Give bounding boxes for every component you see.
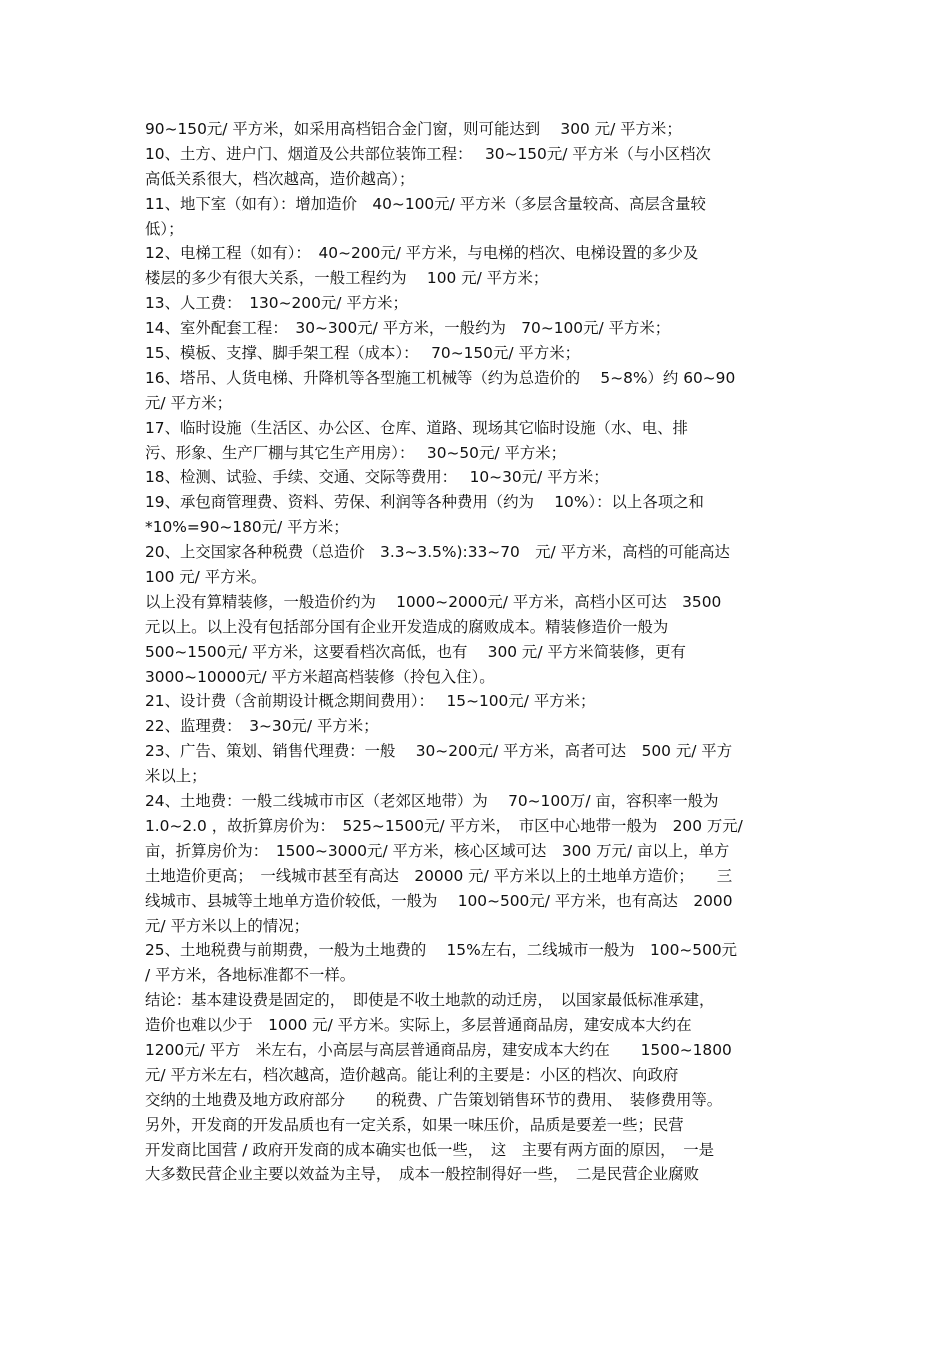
text-line: 11、地下室（如有）：增加造价 40~100元/ 平方米（多层含量较高、高层含量较 [145,194,706,213]
text-line: 24、土地费：一般二线城市市区（老郊区地带）为 70~100万/ 亩，容积率一般为 [145,792,719,811]
text-line: / 平方米，各地标准都不一样。 [145,966,356,985]
text-line: 米以上； [145,767,207,786]
text-line: 20、上交国家各种税费（总造价 3.3~3.5%):33~70 元/ 平方米，高档的可能高达 [145,543,730,562]
text-line: 低）； [145,219,184,238]
text-line: 以上没有算精装修，一般造价约为 1000~2000元/ 平方米，高档小区可达 3500 [145,592,722,611]
text-line: 1.0~2.0 ，故折算房价为： 525~1500元/ 平方米， 市区中心地带一般为 200 万元/ [145,816,743,835]
text-line: 16、塔吊、人货电梯、升降机等各型施工机械等（约为总造价的 5~8%）约 60~90 [145,368,736,387]
text-line: 开发商比国营 / 政府开发商的成本确实也低一些， 这 主要有两方面的原因， 一是 [145,1140,715,1159]
text-line: 100 元/ 平方米。 [145,568,267,587]
text-line: 10、土方、进户门、烟道及公共部位装饰工程： 30~150元/ 平方米（与小区档次 [145,144,711,163]
text-line: 14、室外配套工程： 30~300元/ 平方米，一般约为 70~100元/ 平方米； [145,319,671,338]
text-line: 13、人工费： 130~200元/ 平方米； [145,294,408,313]
text-line: 17、临时设施（生活区、办公区、仓库、道路、现场其它临时设施（水、电、排 [145,418,688,437]
text-line: 线城市、县城等土地单方造价较低，一般为 100~500元/ 平方米，也有高达 2000 [145,891,733,910]
text-line: 500~1500元/ 平方米，这要看档次高低，也有 300 元/ 平方米简装修，更有 [145,642,686,661]
text-line: 15、模板、支撑、脚手架工程（成本）： 70~150元/ 平方米； [145,344,580,363]
text-line: 大多数民营企业主要以效益为主导， 成本一般控制得好一些， 二是民营企业腐败 [145,1165,700,1184]
text-line: 土地造价更高； 一线城市甚至有高达 20000 元/ 平方米以上的土地单方造价； 三 [145,866,733,885]
text-line: 楼层的多少有很大关系，一般工程约为 100 元/ 平方米； [145,269,549,288]
text-line: 19、承包商管理费、资料、劳保、利润等各种费用（约为 10%）：以上各项之和 [145,493,704,512]
text-line: 元/ 平方米以上的情况； [145,916,309,935]
text-line: 结论：基本建设费是固定的， 即使是不收土地款的动迁房， 以国家最低标准承建， [145,991,715,1010]
text-line: 元以上。以上没有包括部分国有企业开发造成的腐败成本。精装修造价一般为 [145,617,669,636]
text-line: 23、广告、策划、销售代理费：一般 30~200元/ 平方米，高者可达 500 元/ 平方 [145,742,733,761]
text-line: 1200元/ 平方 米左右，小高层与高层普通商品房，建安成本大约在 1500~1800 [145,1040,732,1059]
text-line: *10%=90~180元/ 平方米； [145,518,349,537]
text-line: 污、形象、生产厂棚与其它生产用房）： 30~50元/ 平方米； [145,443,567,462]
text-line: 另外，开发商的开发品质也有一定关系，如果一味压价，品质是要差一些；民营 [145,1115,684,1134]
text-line: 21、设计费（含前期设计概念期间费用）： 15~100元/ 平方米； [145,692,596,711]
text-line: 元/ 平方米； [145,393,233,412]
text-line: 18、检测、试验、手续、交通、交际等费用： 10~30元/ 平方米； [145,468,609,487]
text-line: 22、监理费： 3~30元/ 平方米； [145,717,379,736]
text-line: 12、电梯工程（如有）： 40~200元/ 平方米，与电梯的档次、电梯设置的多少及 [145,244,699,263]
text-line: 3000~10000元/ 平方米超高档装修（拎包入住）。 [145,667,495,686]
text-line: 造价也难以少于 1000 元/ 平方米。实际上，多层普通商品房，建安成本大约在 [145,1016,692,1035]
text-line: 25、土地税费与前期费，一般为土地费的 15%左右，二线城市一般为 100~500元 [145,941,738,960]
body-text [145,117,815,1187]
text-line: 交纳的土地费及地方政府部分 的税费、广告策划销售环节的费用、 装修费用等。 [145,1090,723,1109]
text-line: 高低关系很大，档次越高，造价越高）； [145,169,415,188]
text-line: 元/ 平方米左右，档次越高，造价越高。能让利的主要是：小区的档次、向政府 [145,1065,679,1084]
text-line: 亩，折算房价为： 1500~3000元/ 平方米，核心区域可达 300 万元/ 亩以上，单方 [145,841,730,860]
text-line: 90~150元/ 平方米，如采用高档铝合金门窗，则可能达到 300 元/ 平方米； [145,120,682,138]
